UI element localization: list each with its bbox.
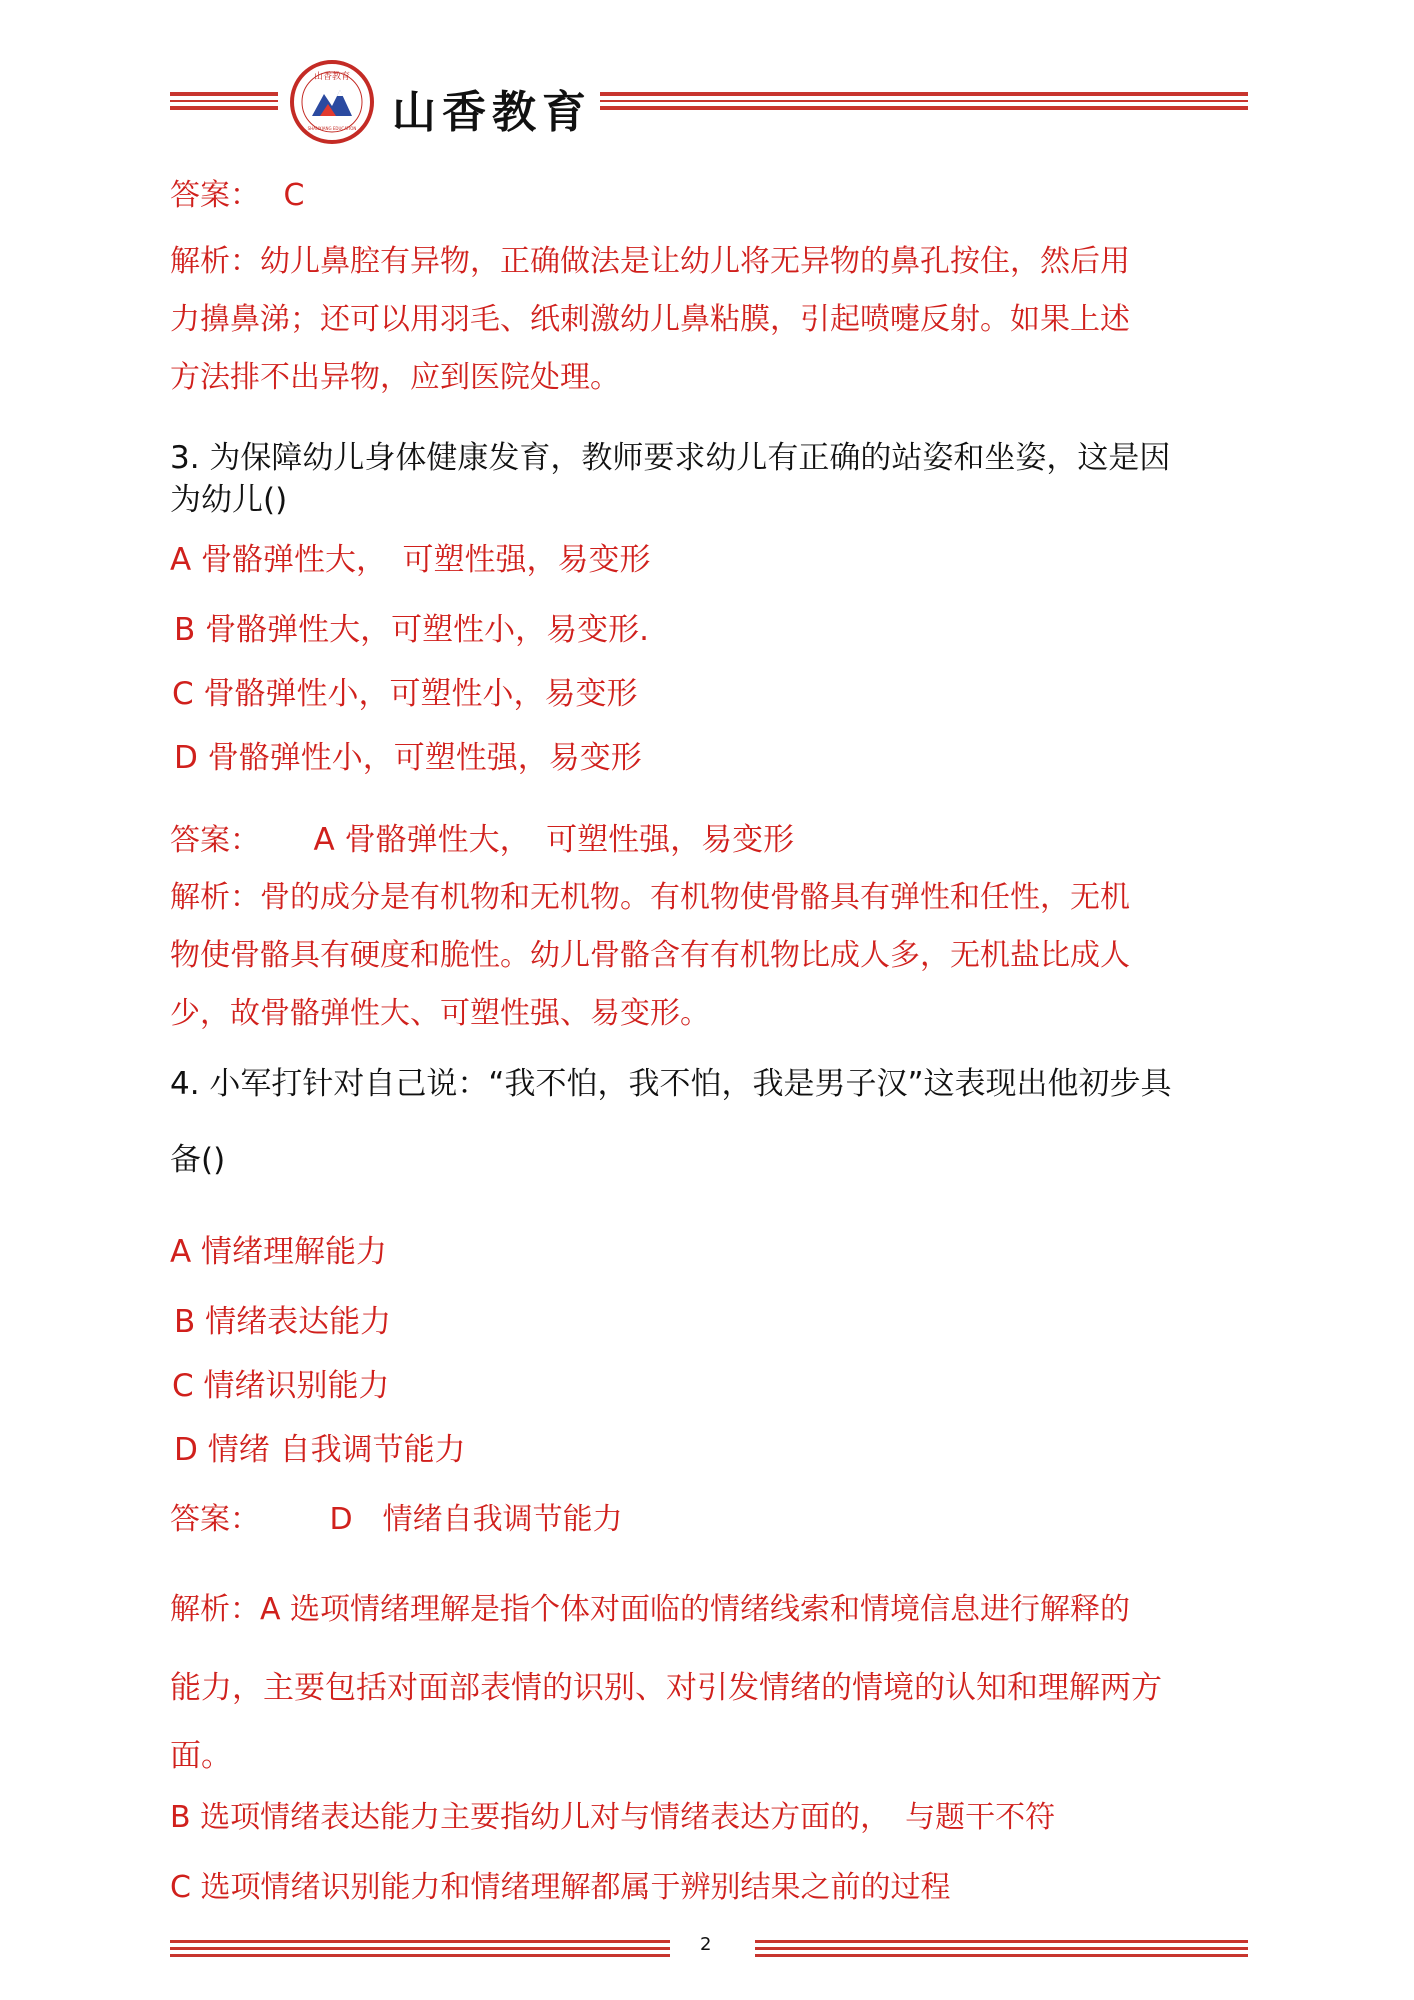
q4-option-d: D 情绪 自我调节能力 — [174, 1432, 466, 1468]
brand-title: 山香教育 — [392, 87, 592, 138]
logo-text-top: 山香教育 — [313, 72, 351, 82]
q2-analysis-line-3: 方法排不出异物，应到医院处理。 — [170, 360, 620, 395]
q4-analysis-line-4: B 选项情绪表达能力主要指幼儿对与情绪表达方面的， 与题干不符 — [170, 1800, 1056, 1835]
answer-label: 答案： — [170, 823, 260, 858]
q3-option-c: C 骨骼弹性小，可塑性小，易变形 — [172, 676, 638, 712]
answer-value: A 骨骼弹性大， 可塑性强，易变形 — [313, 822, 795, 858]
q2-answer — [170, 170, 305, 214]
q4-analysis-line-3: 面。 — [170, 1738, 232, 1774]
q3-option-a: A 骨骼弹性大， 可塑性强，易变形 — [170, 542, 651, 578]
mountain-logo-icon — [294, 64, 370, 140]
answer-label: 答案： — [170, 1502, 260, 1537]
logo — [290, 60, 374, 144]
q4-option-c: C 情绪识别能力 — [172, 1368, 390, 1404]
q2-analysis-line-2: 力擤鼻涕；还可以用羽毛、纸刺激幼儿鼻粘膜，引起喷嚏反射。如果上述 — [170, 302, 1130, 337]
header-rule-left — [170, 92, 278, 112]
header-rule-right — [600, 92, 1248, 112]
q3-analysis-line-3: 少，故骨骼弹性大、可塑性强、易变形。 — [170, 996, 710, 1031]
q4-option-a: A 情绪理解能力 — [170, 1234, 388, 1270]
page-number: 2 — [700, 1934, 712, 1955]
q4-analysis-line-5: C 选项情绪识别能力和情绪理解都属于辨别结果之前的过程 — [170, 1870, 951, 1905]
footer-rule-left — [170, 1940, 670, 1961]
q3-stem-line-1: 3. 为保障幼儿身体健康发育，教师要求幼儿有正确的站姿和坐姿，这是因 — [170, 440, 1171, 476]
answer-value: D 情绪自我调节能力 — [329, 1502, 623, 1537]
q3-option-d: D 骨骼弹性小，可塑性强，易变形 — [174, 740, 642, 776]
logo-text-bottom: SHANXIANG EDUCATION — [307, 126, 357, 131]
q4-option-b: B 情绪表达能力 — [174, 1304, 392, 1340]
q4-stem-line-2: 备() — [170, 1142, 226, 1178]
footer-rule-right — [755, 1940, 1248, 1961]
q4-answer — [170, 1494, 623, 1538]
q4-analysis-line-1: 解析：A 选项情绪理解是指个体对面临的情绪线索和情境信息进行解释的 — [170, 1592, 1131, 1627]
q3-option-b: B 骨骼弹性大，可塑性小，易变形. — [174, 612, 649, 648]
q3-answer — [170, 814, 794, 859]
q4-stem-line-1: 4. 小军打针对自己说：“我不怕，我不怕，我是男子汉”这表现出他初步具 — [170, 1066, 1172, 1102]
q2-analysis-line-1: 解析：幼儿鼻腔有异物，正确做法是让幼儿将无异物的鼻孔按住，然后用 — [170, 244, 1130, 279]
answer-value: C — [283, 178, 305, 213]
q3-analysis-line-1: 解析：骨的成分是有机物和无机物。有机物使骨骼具有弹性和任性，无机 — [170, 880, 1130, 915]
answer-label: 答案： — [170, 178, 260, 213]
q4-analysis-line-2: 能力，主要包括对面部表情的识别、对引发情绪的情境的认知和理解两方 — [170, 1670, 1162, 1706]
q3-analysis-line-2: 物使骨骼具有硬度和脆性。幼儿骨骼含有有机物比成人多，无机盐比成人 — [170, 938, 1130, 973]
q3-stem-line-2: 为幼儿() — [170, 482, 288, 518]
